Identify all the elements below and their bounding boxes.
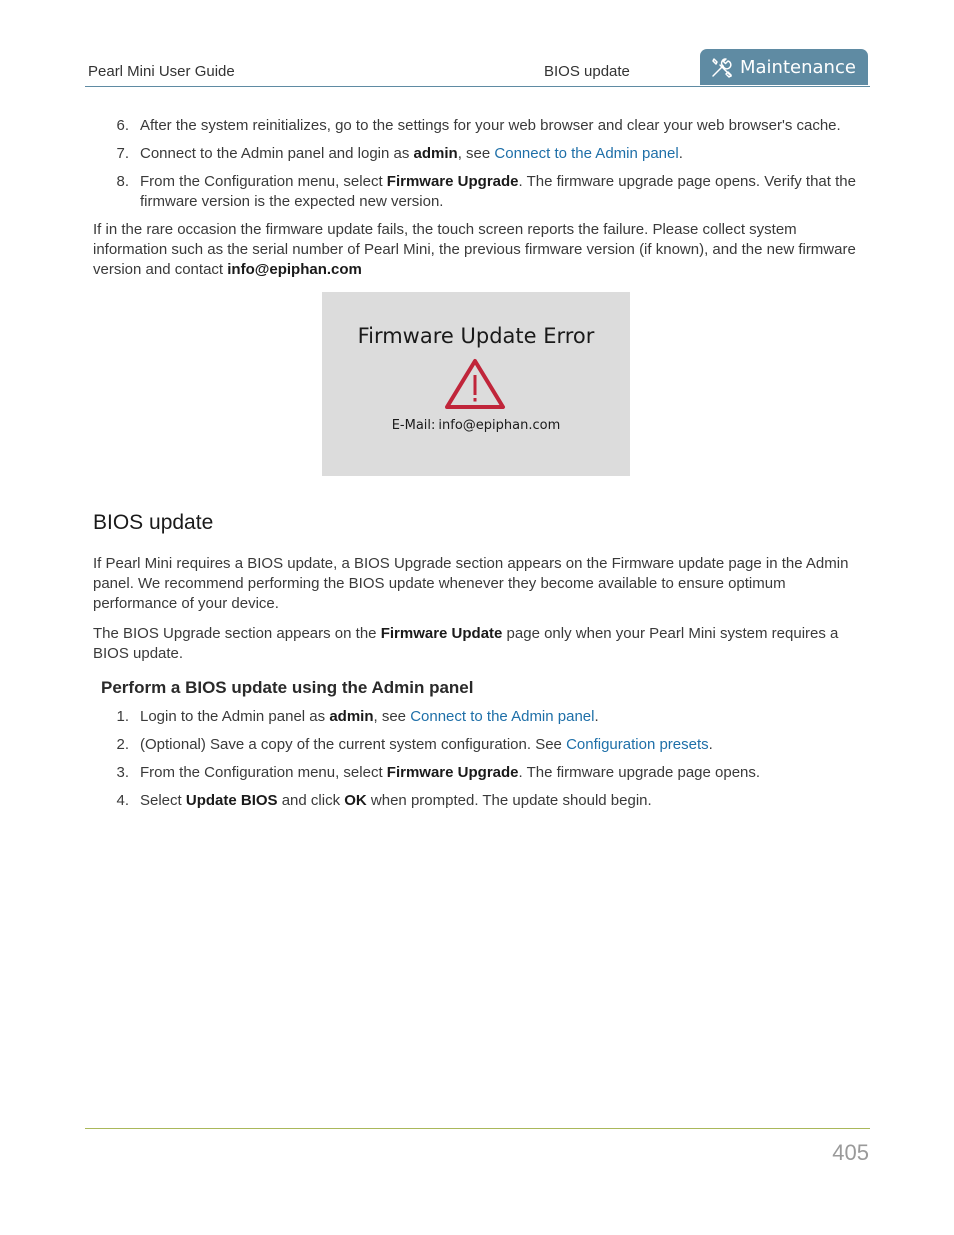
step-text: From the Configuration menu, select Firmware Upgrade. The firmware upgrade page opens. Verify that the firmware version is the expected new version. [140,173,856,210]
footer-divider [85,1128,870,1129]
admin-username: admin [329,708,374,725]
step-number: 4. [116,792,129,809]
guide-title: Pearl Mini User Guide [88,63,235,80]
configuration-presets-link[interactable]: Configuration presets [566,736,709,753]
bios-paragraph-1: If Pearl Mini requires a BIOS update, a BIOS Upgrade section appears on the Firmware update page in the Admin panel. We recommend performing the BIOS update whenever they become available to ensure optimum performance of your device. [93,555,849,612]
firmware-upgrade-label: Firmware Upgrade [386,173,519,190]
firmware-upgrade-label: Firmware Upgrade [386,764,519,781]
warning-triangle-icon [444,358,506,410]
support-email: info@epiphan.com [227,261,362,278]
section-title: BIOS update [544,63,630,80]
step-number: 1. [116,708,129,725]
firmware-update-label: Firmware Update [380,625,503,642]
admin-username: admin [413,145,458,162]
update-bios-label: Update BIOS [185,792,278,809]
step-number: 8. [116,173,129,190]
error-email: E-Mail: info@epiphan.com [391,418,561,433]
bios-paragraph-2: The BIOS Upgrade section appears on the Firmware Update page only when your Pearl Mini system requires a BIOS update. [93,625,839,662]
list-item [93,116,868,136]
steps-list-top [93,116,868,212]
page-body [93,116,868,819]
step-number: 3. [116,764,129,781]
tab-label: Maintenance [740,56,856,78]
list-item [93,707,868,727]
step-number: 6. [116,117,129,134]
list-item [93,763,868,783]
list-item [93,172,868,212]
error-title: Firmware Update Error [357,324,595,348]
list-item [93,144,868,164]
step-text: Connect to the Admin panel and login as admin, see Connect to the Admin panel. [140,145,683,162]
list-item [93,791,868,811]
tools-icon [710,55,734,79]
connect-admin-link[interactable]: Connect to the Admin panel [494,145,679,162]
firmware-error-screenshot [322,292,630,476]
step-text: Login to the Admin panel as admin, see Connect to the Admin panel. [140,708,599,725]
step-text: After the system reinitializes, go to the settings for your web browser and clear your web browser's cache. [140,117,841,134]
bios-heading: BIOS update [93,511,214,534]
procedure-heading: Perform a BIOS update using the Admin panel [101,678,474,697]
failure-paragraph: If in the rare occasion the firmware update fails, the touch screen reports the failure. Please collect system information such as the serial number of Pearl Mini, the previous firmware version (if known), and the new firmware version and contact info@epiphan.com [93,221,856,278]
list-item [93,735,868,755]
step-number: 2. [116,736,129,753]
page-number: 405 [832,1140,869,1165]
step-text: Select Update BIOS and click OK when prompted. The update should begin. [140,792,652,809]
step-number: 7. [116,145,129,162]
connect-admin-link[interactable]: Connect to the Admin panel [410,708,595,725]
header-divider [85,86,870,87]
maintenance-tab[interactable] [700,49,868,85]
ok-label: OK [344,792,367,809]
step-text: From the Configuration menu, select Firmware Upgrade. The firmware upgrade page opens. [140,764,761,781]
procedure-steps [93,707,868,811]
step-text: (Optional) Save a copy of the current system configuration. See Configuration presets. [140,736,713,753]
